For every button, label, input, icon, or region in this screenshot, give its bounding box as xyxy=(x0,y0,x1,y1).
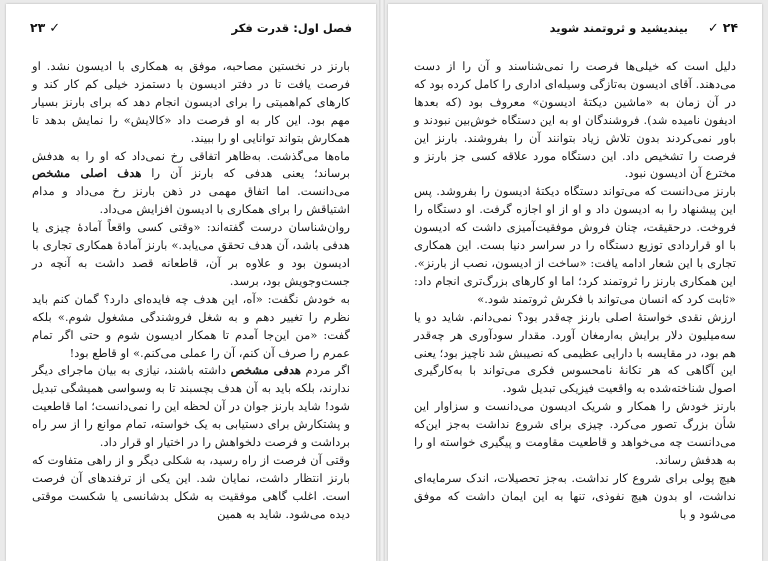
right-page-header xyxy=(410,20,740,42)
right-page-number-block xyxy=(704,20,738,36)
paragraph: ارزش نقدی خواستهٔ اصلی بارنز چه‌قدر بود؟ نمی‌دانم. شاید دو یا سه‌میلیون دلار برایش به‌ارمغان آورد. مقدار سودآوری هر چه‌قدر هم بود، در مقایسه با دارایی عظیمی که نصیبش شد ناچیز بود؛ یعنی این آگاهی که هر تکانهٔ نامحسوس فکری می‌تواند با به‌کارگیری اصول شناخته‌شده به واقعیت فیزیکی تبدیل شود. xyxy=(414,309,736,396)
bold-phrase: هدف اصلی مشخص xyxy=(32,166,142,181)
checkmark-icon: ✓ xyxy=(707,21,719,36)
paragraph: بارنز در نخستین مصاحبه، موفق به همکاری با ادیسون نشد. او فرصت یافت تا در دفتر ادیسون با دستمزد خیلی کم کار کند و کارهای کم‌اهمیتی را برای ادیسون انجام دهد که برای بارنز بسیار مهم بود. این کار به او فرصت داد «کالایش» را نمایش بدهد تا همکارش بتواند توانایی او را ببیند. xyxy=(32,59,350,145)
right-page-number: ۲۴ xyxy=(722,20,738,35)
left-page-body xyxy=(32,58,350,524)
paragraph: هیچ پولی برای شروع کار نداشت. به‌جز تحصیلات، اندک سرمایه‌ای نداشت، او بدون هیچ نفوذی، تنها به این ایمان داشت که موفق می‌شود و با xyxy=(414,470,736,521)
left-chapter-title: فصل اول: قدرت فکر xyxy=(231,21,352,35)
left-page-number: ۲۳ xyxy=(30,20,46,35)
left-page xyxy=(6,4,376,561)
checkmark-icon: ✓ xyxy=(49,21,61,36)
paragraph: ماه‌ها می‌گذشت. به‌ظاهر اتفاقی رخ نمی‌داد که او را به هدفش برساند؛ یعنی هدفی که بارنز آن را هدف اصلی مشخص می‌دانست. اما اتفاق مهمی در ذهن بارنز رخ می‌داد و مدام اشتیاقش را برای همکاری با ادیسون افزایش می‌داد. xyxy=(32,148,350,217)
right-chapter-title: بیندیشید و ثروتمند شوید xyxy=(549,21,688,35)
paragraph: بارنز می‌دانست که می‌تواند دستگاه دیکتهٔ ادیسون را بفروشد. پس این پیشنهاد را به ادیسون داد و او از او اجازه گرفت. او دستگاه را فروخت. درحقیقت، چنان فروش موفقیت‌آمیزی داشت که ادیسون با او قراردادی توزیع دستگاه را در سراسر دنیا بست. این همکاری تجاری با این شعار ادامه یافت: «ساخت از ادیسون، نصب از بارنز». این همکاری بارنز را ثروتمند کرد؛ اما او کارهای بزرگ‌تری انجام داد: «ثابت کرد که انسان می‌تواند با فکرش ثروتمند شود.» xyxy=(414,184,736,306)
left-page-number-block xyxy=(30,20,64,36)
right-page xyxy=(388,4,762,561)
paragraph: اگر مردم هدفی مشخص داشته باشند، نیازی به بیان ماجرای دیگر ندارند، بلکه باید به آن هدف بچسبند تا به وسواسی همیشگی تبدیل شود! شاید بارنز جوان در آن لحظه این را نمی‌دانست؛ اما قاطعیت و پشتکارش برای دستیابی به یک خواسته، تمام موانع را از سر راه برداشت و فرصت دلخواهش را در اختیار او قرار داد. xyxy=(32,363,350,450)
paragraph: به خودش نگفت: «آه، این هدف چه فایده‌ای دارد؟ گمان کنم باید نظرم را تغییر دهم و به شغل فروشندگی مشغول شوم.» بلکه گفت: «من این‌جا آمدم تا همکار ادیسون شوم و حتی اگر تمام عمرم را صرف آن کنم، آن را عملی می‌کنم.» او قاطع بود! xyxy=(32,291,350,360)
paragraph: بارنز خودش را همکار و شریک ادیسون می‌دانست و سزاوار این شأن بزرگ تصور می‌کرد. چیزی برای شروع نداشت به‌جز این‌که می‌دانست چه می‌خواهد و قاطعیت مقاومت و پیگیری خواسته او را به هدفش رساند. xyxy=(414,399,736,467)
bold-phrase: هدفی مشخص xyxy=(230,363,302,378)
left-page-header xyxy=(28,20,354,42)
paragraph: روان‌شناسان درست گفته‌اند: «وقتی کسی واقعاً آمادهٔ چیزی یا هدفی باشد، آن هدف تحقق می‌یابد.» بارنز آمادهٔ همکاری تجاری با ادیسون بود و علاوه بر آن، قاطعانه قصد داشت به آنچه در جست‌وجویش بود، برسد. xyxy=(32,220,350,288)
book-gutter xyxy=(379,0,385,561)
right-page-body xyxy=(414,58,736,524)
paragraph: دلیل است که خیلی‌ها فرصت را نمی‌شناسند و آن را از دست می‌دهند. آقای ادیسون به‌تازگی وسیله‌ای اداری را کامل کرده بود که در آن زمان به «ماشین دیکتهٔ ادیسون» معروف بود (که بعدها ادیفون نامیده شد). فروشندگان او به این دستگاه خوش‌بین نبودند و باور نمی‌کردند بدون تلاش زیاد بتوانند آن را بفروشند. بارنز این فرصت را تشخیص داد. این دستگاه مورد علاقه کسی جز بارنز و مخترع آن ادیسون نبود. xyxy=(414,59,736,181)
paragraph: وقتی آن فرصت از راه رسید، به شکلی دیگر و از راهی متفاوت که بارنز انتظار داشت، نمایان شد. این یکی از ترفندهای آن فرصت است. اغلب گاهی موفقیت به شکل بدشانسی یا شکست موقتی دیده می‌شود. شاید به همین xyxy=(32,452,350,521)
